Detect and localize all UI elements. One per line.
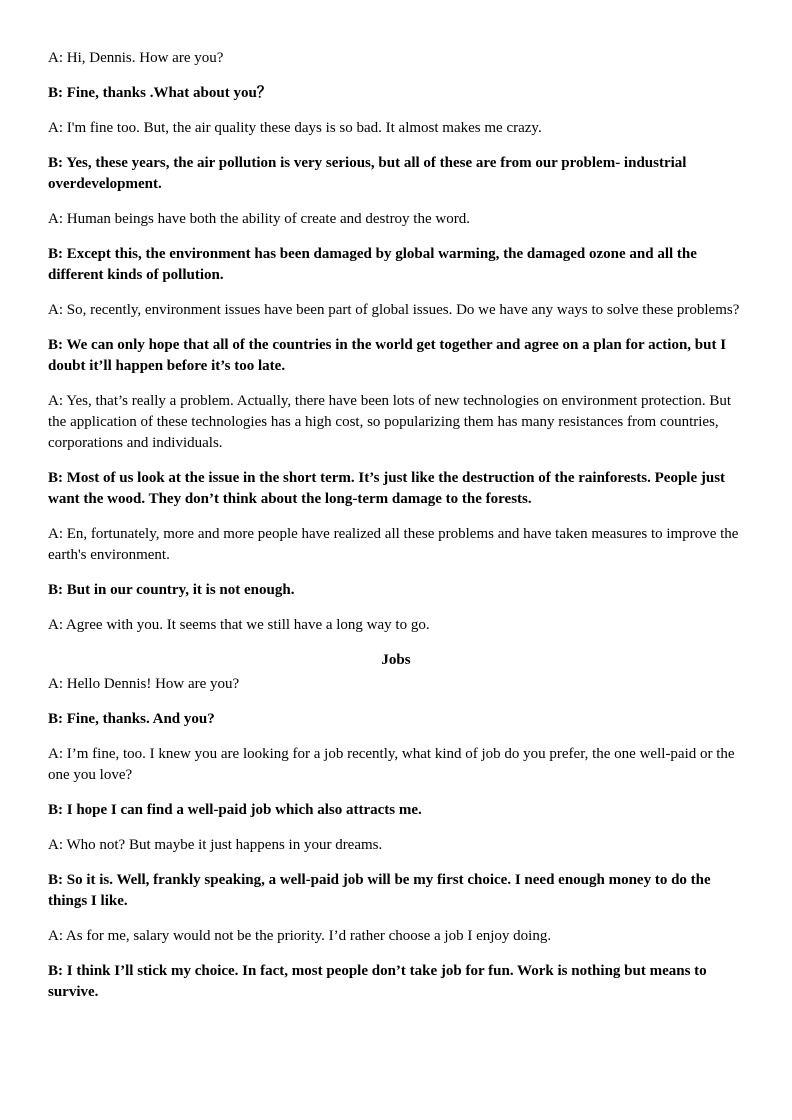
- dialogue-line-a: A: Agree with you. It seems that we still have a long way to go.: [48, 617, 430, 633]
- dialogue-line-a: A: Hello Dennis! How are you?: [48, 676, 240, 692]
- dialogue-line-b: B: Most of us look at the issue in the short term. It’s just like the destruction of the rainforests. People just want the wood. They don’t think about the long-term damage to the forests.: [48, 470, 726, 507]
- dialogue-line-b: B: We can only hope that all of the countries in the world get together and agree on a plan for action, but I doubt it’ll happen before it’s too late.: [48, 337, 727, 374]
- dialogue-line-a: A: Hi, Dennis. How are you?: [48, 50, 224, 66]
- dialogue-line-b: B: I think I’ll stick my choice. In fact, most people don’t take job for fun. Work is nothing but means to survive.: [48, 963, 707, 1000]
- dialogue-line-b: B: Fine, thanks .What about you？: [48, 85, 272, 101]
- dialogue-line-a: A: I'm fine too. But, the air quality these days is so bad. It almost makes me crazy.: [48, 120, 542, 136]
- dialogue-line-b: B: Except this, the environment has been damaged by global warming, the damaged ozone and all the different kinds of pollution.: [48, 246, 697, 283]
- dialogue-line-a: A: En, fortunately, more and more people have realized all these problems and have taken measures to improve the earth's environment.: [48, 526, 739, 563]
- dialogue-line-a: A: So, recently, environment issues have been part of global issues. Do we have any ways to solve these problems?: [48, 302, 740, 318]
- dialogue-line-b: B: Fine, thanks. And you?: [48, 711, 215, 727]
- dialogue-line-a: A: Yes, that’s really a problem. Actually, there have been lots of new technologies on environment protection. But the application of these technologies has a high cost, so popularizing them has many resistances from countries, corporations and individuals.: [48, 393, 732, 451]
- dialogue-line-a: A: As for me, salary would not be the priority. I’d rather choose a job I enjoy doing.: [48, 928, 552, 944]
- section-heading-jobs: Jobs: [381, 652, 411, 668]
- dialogue-line-a: A: I’m fine, too. I knew you are looking for a job recently, what kind of job do you prefer, the one well-paid or the one you love?: [48, 746, 735, 783]
- dialogue-line-b: B: I hope I can find a well-paid job which also attracts me.: [48, 802, 422, 818]
- dialogue-line-b: B: But in our country, it is not enough.: [48, 582, 295, 598]
- dialogue-line-b: B: So it is. Well, frankly speaking, a well-paid job will be my first choice. I need enough money to do the things I like.: [48, 872, 711, 909]
- dialogue-line-a: A: Human beings have both the ability of create and destroy the word.: [48, 211, 470, 227]
- dialogue-line-b: B: Yes, these years, the air pollution is very serious, but all of these are from our problem- industrial overdevelopment.: [48, 155, 687, 192]
- dialogue-line-a: A: Who not? But maybe it just happens in your dreams.: [48, 837, 383, 853]
- document-page: [48, 48, 748, 1017]
